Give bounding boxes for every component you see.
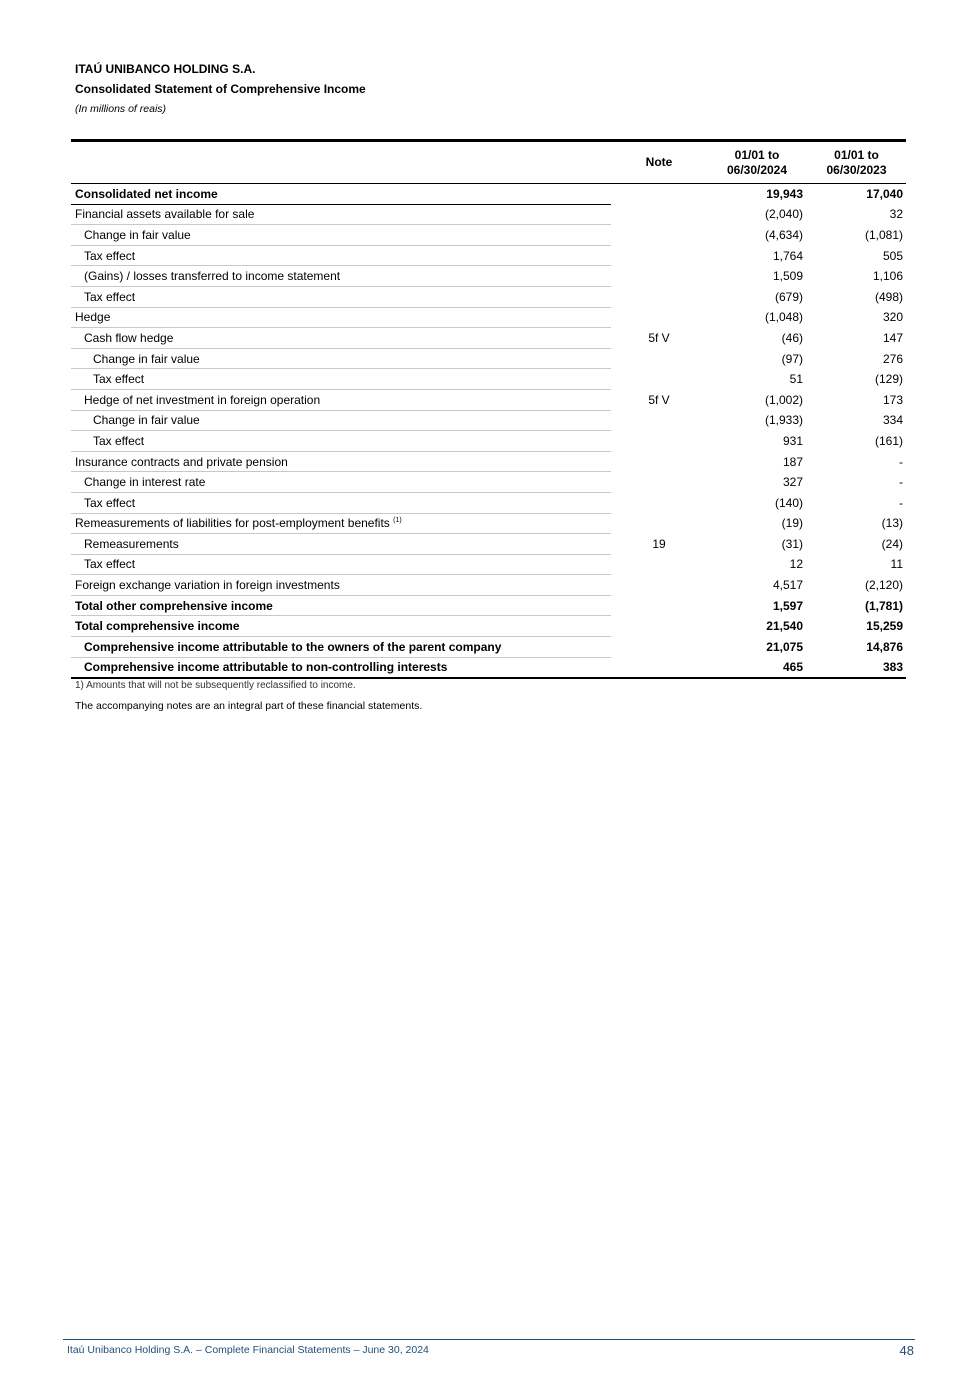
table-row xyxy=(71,307,906,328)
row-note xyxy=(611,369,707,390)
row-value-2024: (679) xyxy=(774,289,803,304)
row-label: Tax effect xyxy=(71,492,611,513)
row-value-2024: 931 xyxy=(782,433,803,448)
row-label: Change in interest rate xyxy=(71,472,611,493)
row-note xyxy=(611,431,707,452)
table-row xyxy=(71,657,906,678)
row-note xyxy=(611,307,707,328)
row-label: Tax effect xyxy=(71,554,611,575)
row-note xyxy=(611,595,707,616)
row-note xyxy=(611,513,707,534)
period-2023-column-header xyxy=(807,141,906,184)
row-label: Consolidated net income xyxy=(71,184,611,205)
row-value-2024: 19,943 xyxy=(766,187,803,202)
comprehensive-income-table xyxy=(71,139,906,679)
row-note xyxy=(611,204,707,225)
row-label: Cash flow hedge xyxy=(71,328,611,349)
row-label: Financial assets available for sale xyxy=(71,204,611,225)
footer-text: Itaú Unibanco Holding S.A. – Complete Financial Statements – June 30, 2024 xyxy=(67,1344,429,1356)
row-value-2023: 11 xyxy=(890,557,903,572)
period-2024-column-header xyxy=(707,141,807,184)
row-value-2023: 383 xyxy=(807,657,906,678)
row-value-2024: (31) xyxy=(781,536,803,551)
table-row xyxy=(71,554,906,575)
table-row xyxy=(71,389,906,410)
row-label: Total comprehensive income xyxy=(71,616,611,637)
row-note xyxy=(611,575,707,596)
disclaimer: The accompanying notes are an integral part of these financial statements. xyxy=(75,700,423,712)
row-label: Tax effect xyxy=(71,245,611,266)
row-value-2023: 17,040 xyxy=(866,187,903,202)
row-note xyxy=(611,245,707,266)
period-2023-line1: 01/01 to xyxy=(834,147,879,162)
row-value-2024: (140) xyxy=(774,495,803,510)
row-note xyxy=(611,184,707,205)
row-value-2023: 14,876 xyxy=(866,639,903,654)
row-value-2024: (2,040) xyxy=(764,207,803,222)
table-row xyxy=(71,595,906,616)
note-column-header: Note xyxy=(611,141,707,184)
period-2023-line2: 06/30/2023 xyxy=(826,162,887,177)
units-note: (In millions of reais) xyxy=(75,103,167,115)
row-note xyxy=(611,266,707,287)
row-label: Comprehensive income attributable to the owners of the parent company xyxy=(71,637,611,658)
row-label: Foreign exchange variation in foreign investments xyxy=(71,575,611,596)
row-label: Change in fair value xyxy=(71,348,611,369)
row-value-2023: 173 xyxy=(882,392,903,407)
row-note xyxy=(611,554,707,575)
row-label: Change in fair value xyxy=(71,410,611,431)
row-value-2023: - xyxy=(899,454,903,469)
row-label-text: Remeasurements of liabilities for post-employment benefits xyxy=(75,516,390,531)
row-value-2024: 4,517 xyxy=(772,578,803,593)
row-note xyxy=(611,451,707,472)
row-value-2024: 21,540 xyxy=(766,619,803,634)
table-row xyxy=(71,184,906,205)
footnote-marker: (1) xyxy=(393,517,402,525)
row-label: (Gains) / losses transferred to income statement xyxy=(71,266,611,287)
row-label: Hedge of net investment in foreign operation xyxy=(71,389,611,410)
table-row xyxy=(71,266,906,287)
row-value-2023: 32 xyxy=(889,207,903,222)
period-2024-line2: 06/30/2024 xyxy=(726,162,788,177)
row-label: Total other comprehensive income xyxy=(71,595,611,616)
row-value-2024: 51 xyxy=(789,372,803,387)
footer-divider xyxy=(63,1339,915,1340)
row-value-2023: (13) xyxy=(881,516,903,531)
row-note xyxy=(611,348,707,369)
period-2024-line1: 01/01 to xyxy=(734,147,780,162)
row-label: Comprehensive income attributable to non-controlling interests xyxy=(71,657,611,678)
row-label: Tax effect xyxy=(71,431,611,452)
row-value-2023: 15,259 xyxy=(866,619,903,634)
table-row xyxy=(71,513,906,534)
row-value-2024: 327 xyxy=(782,475,803,490)
table-row xyxy=(71,575,906,596)
table-row xyxy=(71,328,906,349)
row-value-2023: (1,781) xyxy=(864,598,903,613)
table-row xyxy=(71,369,906,390)
row-value-2023: 276 xyxy=(882,351,903,366)
table-row xyxy=(71,492,906,513)
footnote: 1) Amounts that will not be subsequently reclassified to income. xyxy=(75,680,356,691)
row-label: Insurance contracts and private pension xyxy=(71,451,611,472)
row-value-2024: (1,933) xyxy=(764,413,803,428)
row-value-2024: 12 xyxy=(789,557,803,572)
row-value-2023: (1,081) xyxy=(864,227,903,242)
row-note xyxy=(611,637,707,658)
table-row xyxy=(71,431,906,452)
table-row xyxy=(71,348,906,369)
row-value-2023: - xyxy=(899,475,903,490)
table-row xyxy=(71,204,906,225)
row-note: 5f V xyxy=(648,330,670,345)
row-value-2023: 1,106 xyxy=(872,269,903,284)
row-label: Tax effect xyxy=(71,286,611,307)
row-value-2023: - xyxy=(899,495,903,510)
row-note xyxy=(611,492,707,513)
row-label: Remeasurements xyxy=(71,534,611,555)
label-column-header xyxy=(71,141,611,184)
row-label: Tax effect xyxy=(71,369,611,390)
table-row xyxy=(71,225,906,246)
row-value-2024: (97) xyxy=(781,351,803,366)
row-value-2023: (129) xyxy=(874,372,903,387)
row-note xyxy=(611,225,707,246)
row-value-2023: 334 xyxy=(882,413,903,428)
row-value-2023: (2,120) xyxy=(864,578,903,593)
table-row xyxy=(71,637,906,658)
row-value-2023: 320 xyxy=(882,310,903,325)
table-row xyxy=(71,410,906,431)
row-note: 5f V xyxy=(648,392,670,407)
table-header-row xyxy=(71,141,906,184)
row-note xyxy=(611,657,707,678)
table-row xyxy=(71,286,906,307)
row-value-2024: (1,048) xyxy=(764,310,803,325)
row-value-2024: 465 xyxy=(707,657,807,678)
row-value-2024: 187 xyxy=(782,454,803,469)
row-value-2024: 1,764 xyxy=(772,248,803,263)
row-value-2024: 1,509 xyxy=(772,269,803,284)
page-number: 48 xyxy=(899,1343,914,1358)
row-note xyxy=(611,410,707,431)
row-note xyxy=(611,616,707,637)
table-row xyxy=(71,245,906,266)
table-row xyxy=(71,472,906,493)
row-value-2024: 1,597 xyxy=(772,598,803,613)
table-row xyxy=(71,616,906,637)
row-note xyxy=(611,286,707,307)
row-value-2023: 505 xyxy=(882,248,903,263)
row-value-2024: (46) xyxy=(781,330,803,345)
row-value-2023: (498) xyxy=(874,289,903,304)
table-row xyxy=(71,451,906,472)
row-note xyxy=(611,472,707,493)
row-value-2024: 21,075 xyxy=(766,639,803,654)
row-note: 19 xyxy=(652,536,666,551)
row-label xyxy=(71,513,611,534)
row-label: Hedge xyxy=(71,307,611,328)
statement-title: Consolidated Statement of Comprehensive Income xyxy=(75,82,366,96)
row-value-2024: (4,634) xyxy=(764,227,803,242)
row-value-2024: (1,002) xyxy=(764,392,803,407)
row-value-2023: (161) xyxy=(874,433,903,448)
row-value-2023: 147 xyxy=(882,330,903,345)
row-value-2024: (19) xyxy=(781,516,803,531)
table-row xyxy=(71,534,906,555)
company-name: ITAÚ UNIBANCO HOLDING S.A. xyxy=(75,62,256,76)
row-label: Change in fair value xyxy=(71,225,611,246)
row-value-2023: (24) xyxy=(881,536,903,551)
